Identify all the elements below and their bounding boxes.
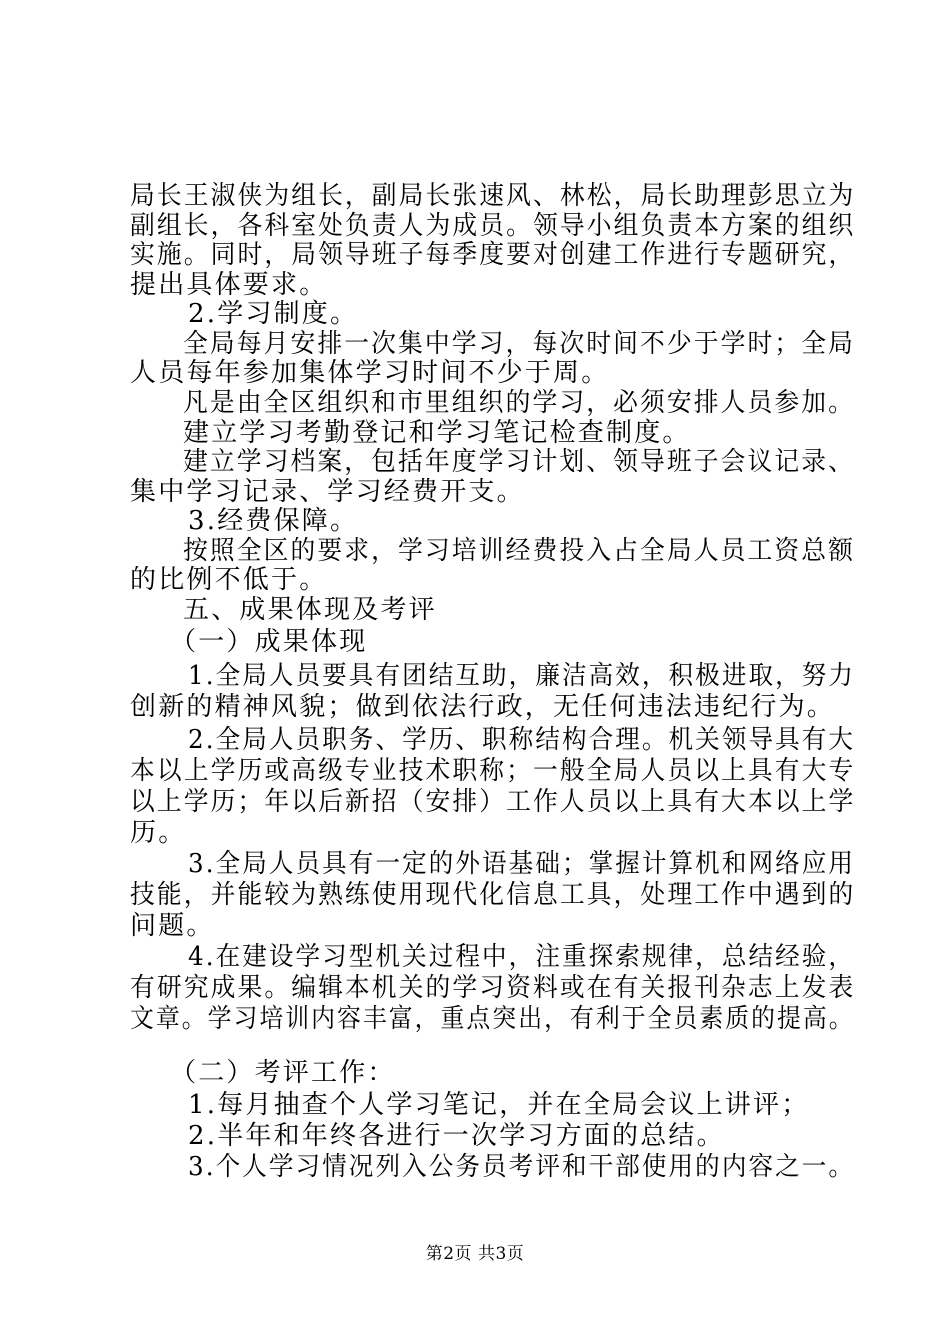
list-item: 2.半年和年终各进行一次学习方面的总结。 bbox=[188, 1121, 725, 1151]
page-footer: 第2页 共3页 bbox=[425, 1244, 525, 1264]
text-line: 建立学习档案，包括年度学习计划、领导班子会议记录、 bbox=[183, 447, 856, 477]
text-line: 建立学习考勤登记和学习笔记检查制度。 bbox=[183, 418, 691, 448]
text-line: 以上学历；年以后新招（安排）工作人员以上具有大本以上学 bbox=[130, 787, 856, 817]
subsection-heading: （一）成果体现 bbox=[170, 627, 368, 657]
list-item: 4.在建设学习型机关过程中，注重探索规律，总结经验， bbox=[188, 942, 856, 972]
text-line: 技能，并能较为熟练使用现代化信息工具，处理工作中遇到的 bbox=[130, 880, 856, 910]
text-line: 创新的精神风貌；做到依法行政，无任何违法违纪行为。 bbox=[130, 692, 836, 722]
section-heading: 3.经费保障。 bbox=[188, 506, 359, 536]
list-item: 2.全局人员职务、学历、职称结构合理。机关领导具有大 bbox=[188, 725, 856, 755]
list-item: 3.全局人员具有一定的外语基础；掌握计算机和网络应用 bbox=[188, 849, 856, 879]
text-line: 有研究成果。编辑本机关的学习资料或在有关报刊杂志上发表 bbox=[130, 973, 856, 1003]
text-line: 实施。同时，局领导班子每季度要对创建工作进行专题研究， bbox=[130, 240, 856, 270]
text-line: 全局每月安排一次集中学习，每次时间不少于学时；全局 bbox=[183, 329, 856, 359]
text-line: 的比例不低于。 bbox=[130, 565, 328, 595]
text-line: 凡是由全区组织和市里组织的学习，必须安排人员参加。 bbox=[183, 388, 856, 418]
text-line: 集中学习记录、学习经费开支。 bbox=[130, 477, 525, 507]
list-item: 1.全局人员要具有团结互助，廉洁高效，积极进取，努力 bbox=[188, 661, 856, 691]
text-line: 副组长，各科室处负责人为成员。领导小组负责本方案的组织 bbox=[130, 211, 856, 241]
text-line: 人员每年参加集体学习时间不少于周。 bbox=[130, 358, 610, 388]
text-line: 问题。 bbox=[130, 911, 215, 941]
section-heading: 五、成果体现及考评 bbox=[183, 595, 437, 625]
list-item: 3.个人学习情况列入公务员考评和干部使用的内容之一。 bbox=[188, 1152, 856, 1182]
subsection-heading: （二）考评工作： bbox=[170, 1058, 396, 1088]
text-line: 局长王淑侠为组长，副局长张速风、林松，局长助理彭思立为 bbox=[130, 181, 856, 211]
text-line: 历。 bbox=[130, 818, 187, 848]
text-line: 本以上学历或高级专业技术职称；一般全局人员以上具有大专 bbox=[130, 756, 856, 786]
list-item: 1.每月抽查个人学习笔记，并在全局会议上讲评； bbox=[188, 1090, 810, 1120]
section-heading: 2.学习制度。 bbox=[188, 299, 359, 329]
text-line: 文章。学习培训内容丰富，重点突出，有利于全员素质的提高。 bbox=[130, 1004, 855, 1034]
text-line: 按照全区的要求，学习培训经费投入占全局人员工资总额 bbox=[183, 536, 856, 566]
text-line: 提出具体要求。 bbox=[130, 270, 328, 300]
